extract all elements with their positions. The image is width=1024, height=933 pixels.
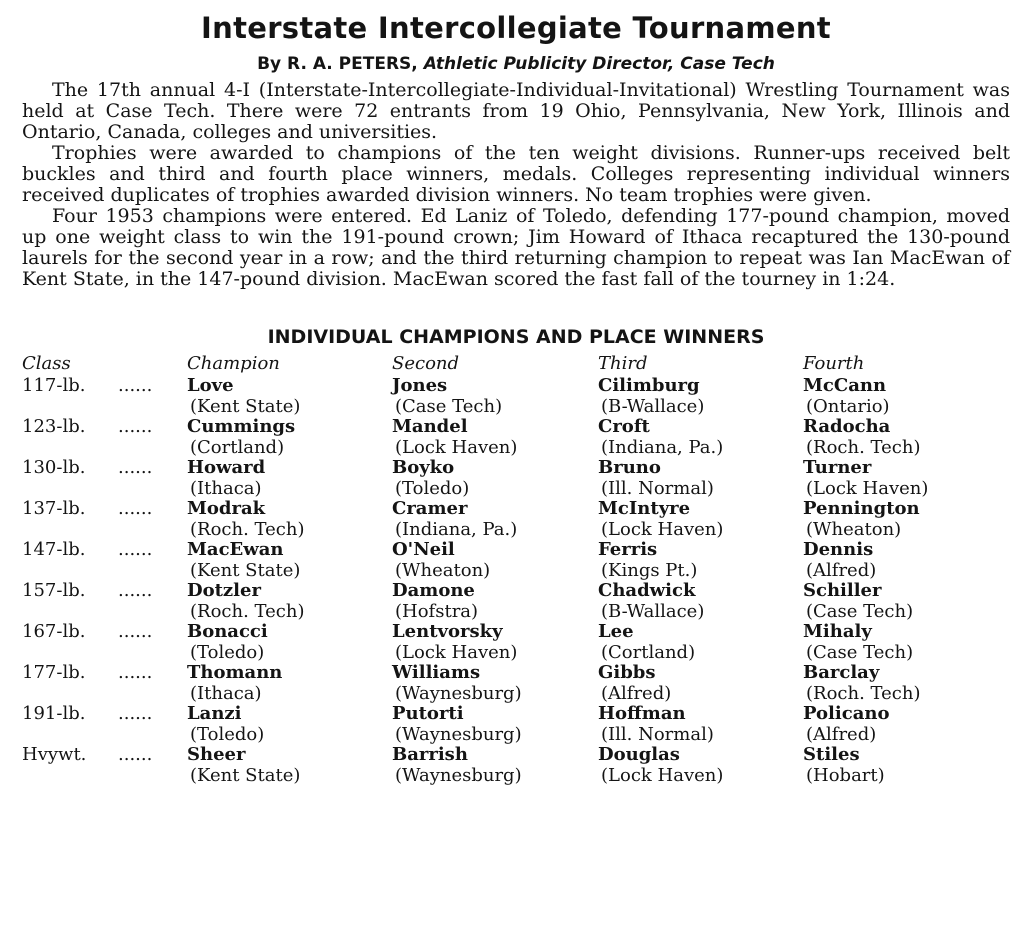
champion-name: Love bbox=[187, 375, 234, 396]
third-name: Ferris bbox=[598, 539, 658, 560]
weight-class: 137-lb. bbox=[22, 498, 86, 519]
result-row bbox=[22, 745, 1010, 766]
byline bbox=[22, 52, 1010, 76]
third-school: (B-Wallace) bbox=[601, 395, 705, 417]
fourth-name: Policano bbox=[803, 703, 890, 724]
fourth-name: Dennis bbox=[803, 539, 874, 560]
third-name: Lee bbox=[598, 621, 634, 642]
result-school-row bbox=[22, 397, 1010, 418]
third-name: Chadwick bbox=[598, 580, 696, 601]
third-school: (Ill. Normal) bbox=[601, 477, 714, 499]
fourth-school: (Roch. Tech) bbox=[806, 682, 921, 704]
leader-dots: ...... bbox=[118, 744, 153, 765]
champion-school: (Roch. Tech) bbox=[190, 518, 305, 540]
champion-name: Thomann bbox=[187, 662, 283, 683]
col-header-champion: Champion bbox=[187, 353, 280, 374]
champion-school: (Ithaca) bbox=[190, 682, 262, 704]
article bbox=[22, 10, 1010, 786]
second-school: (Case Tech) bbox=[395, 395, 503, 417]
byline-author: By R. A. PETERS, bbox=[257, 54, 424, 74]
fourth-school: (Alfred) bbox=[806, 559, 877, 581]
champion-name: Bonacci bbox=[187, 621, 268, 642]
result-row bbox=[22, 499, 1010, 520]
result-school-row bbox=[22, 643, 1010, 664]
result-row bbox=[22, 581, 1010, 602]
second-school: (Hofstra) bbox=[395, 600, 479, 622]
second-school: (Waynesburg) bbox=[395, 723, 522, 745]
second-name: Damone bbox=[392, 580, 475, 601]
fourth-name: Pennington bbox=[803, 498, 920, 519]
fourth-school: (Lock Haven) bbox=[806, 477, 929, 499]
third-school: (Alfred) bbox=[601, 682, 672, 704]
third-school: (Lock Haven) bbox=[601, 764, 724, 786]
col-header-class: Class bbox=[22, 353, 71, 374]
third-name: Hoffman bbox=[598, 703, 686, 724]
result-row bbox=[22, 622, 1010, 643]
paragraph-2: Trophies were awarded to champions of the ten weight divisions. Runner-ups received belt buckles and third and fourth place winners, medals. Colleges representing individual winners received duplicates of trophies awarded division winners. No team trophies were given. bbox=[22, 142, 1010, 206]
fourth-school: (Case Tech) bbox=[806, 600, 914, 622]
leader-dots: ...... bbox=[118, 498, 153, 519]
fourth-school: (Ontario) bbox=[806, 395, 890, 417]
weight-class: 147-lb. bbox=[22, 539, 86, 560]
second-name: Barrish bbox=[392, 744, 468, 765]
col-header-fourth: Fourth bbox=[803, 353, 865, 374]
champion-name: Modrak bbox=[187, 498, 266, 519]
result-school-row bbox=[22, 725, 1010, 746]
fourth-school: (Hobart) bbox=[806, 764, 885, 786]
champion-school: (Roch. Tech) bbox=[190, 600, 305, 622]
leader-dots: ...... bbox=[118, 662, 153, 683]
champion-name: Cummings bbox=[187, 416, 296, 437]
champion-name: Dotzler bbox=[187, 580, 261, 601]
third-name: Douglas bbox=[598, 744, 680, 765]
champion-name: MacEwan bbox=[187, 539, 284, 560]
result-row bbox=[22, 376, 1010, 397]
paragraph-3: Four 1953 champions were entered. Ed Laniz of Toledo, defending 177-pound champion, moved up one weight class to win the 191-pound crown; Jim Howard of Ithaca recaptured the 130-pound laurels for the second year in a row; and the third returning champion to repeat was Ian MacEwan of Kent State, in the 147-pound division. MacEwan scored the fast fall of the tourney in 1:24. bbox=[22, 205, 1010, 290]
result-row bbox=[22, 540, 1010, 561]
result-school-row bbox=[22, 684, 1010, 705]
second-name: Putorti bbox=[392, 703, 464, 724]
third-name: Croft bbox=[598, 416, 650, 437]
third-school: (Indiana, Pa.) bbox=[601, 436, 724, 458]
third-school: (Ill. Normal) bbox=[601, 723, 714, 745]
second-school: (Toledo) bbox=[395, 477, 470, 499]
second-name: Jones bbox=[392, 375, 448, 396]
result-row bbox=[22, 704, 1010, 725]
weight-class: 191-lb. bbox=[22, 703, 86, 724]
result-school-row bbox=[22, 561, 1010, 582]
result-school-row bbox=[22, 479, 1010, 500]
fourth-name: Barclay bbox=[803, 662, 880, 683]
second-name: Boyko bbox=[392, 457, 455, 478]
leader-dots: ...... bbox=[118, 539, 153, 560]
champion-school: (Kent State) bbox=[190, 764, 301, 786]
fourth-school: (Roch. Tech) bbox=[806, 436, 921, 458]
weight-class: 123-lb. bbox=[22, 416, 86, 437]
fourth-school: (Case Tech) bbox=[806, 641, 914, 663]
result-row bbox=[22, 663, 1010, 684]
second-name: Cramer bbox=[392, 498, 468, 519]
paragraph-1: The 17th annual 4-I (Interstate-Intercollegiate-Individual-Invitational) Wrestling Tournament was held at Case Tech. There were 72 entrants from 19 Ohio, Pennsylvania, New York, Illinois and Ontario, Canada, colleges and universities. bbox=[22, 79, 1010, 143]
result-school-row bbox=[22, 438, 1010, 459]
champion-school: (Kent State) bbox=[190, 395, 301, 417]
leader-dots: ...... bbox=[118, 416, 153, 437]
champion-school: (Cortland) bbox=[190, 436, 285, 458]
results-table bbox=[22, 352, 1010, 786]
champion-name: Lanzi bbox=[187, 703, 242, 724]
third-name: Gibbs bbox=[598, 662, 656, 683]
fourth-name: Turner bbox=[803, 457, 872, 478]
second-name: Williams bbox=[392, 662, 481, 683]
col-header-third: Third bbox=[598, 353, 648, 374]
results-body bbox=[22, 376, 1010, 786]
result-row bbox=[22, 417, 1010, 438]
col-header-second: Second bbox=[392, 353, 460, 374]
third-name: Cilimburg bbox=[598, 375, 700, 396]
weight-class: 167-lb. bbox=[22, 621, 86, 642]
third-name: Bruno bbox=[598, 457, 661, 478]
result-school-row bbox=[22, 520, 1010, 541]
byline-role: Athletic Publicity Director, Case Tech bbox=[423, 54, 775, 74]
fourth-name: Radocha bbox=[803, 416, 891, 437]
leader-dots: ...... bbox=[118, 375, 153, 396]
champion-school: (Toledo) bbox=[190, 641, 265, 663]
third-school: (Cortland) bbox=[601, 641, 696, 663]
weight-class: 157-lb. bbox=[22, 580, 86, 601]
leader-dots: ...... bbox=[118, 580, 153, 601]
second-school: (Waynesburg) bbox=[395, 764, 522, 786]
third-school: (Kings Pt.) bbox=[601, 559, 698, 581]
champion-school: (Kent State) bbox=[190, 559, 301, 581]
champion-school: (Ithaca) bbox=[190, 477, 262, 499]
leader-dots: ...... bbox=[118, 703, 153, 724]
weight-class: 117-lb. bbox=[22, 375, 86, 396]
results-heading: INDIVIDUAL CHAMPIONS AND PLACE WINNERS bbox=[267, 326, 765, 348]
second-school: (Wheaton) bbox=[395, 559, 491, 581]
result-school-row bbox=[22, 766, 1010, 787]
fourth-name: Stiles bbox=[803, 744, 860, 765]
second-school: (Waynesburg) bbox=[395, 682, 522, 704]
third-name: McIntyre bbox=[598, 498, 691, 519]
champion-school: (Toledo) bbox=[190, 723, 265, 745]
fourth-school: (Alfred) bbox=[806, 723, 877, 745]
result-school-row bbox=[22, 602, 1010, 623]
second-school: (Indiana, Pa.) bbox=[395, 518, 518, 540]
second-school: (Lock Haven) bbox=[395, 436, 518, 458]
champion-name: Sheer bbox=[187, 744, 246, 765]
leader-dots: ...... bbox=[118, 457, 153, 478]
third-school: (Lock Haven) bbox=[601, 518, 724, 540]
fourth-name: Schiller bbox=[803, 580, 882, 601]
fourth-name: Mihaly bbox=[803, 621, 872, 642]
second-name: Lentvorsky bbox=[392, 621, 503, 642]
weight-class: 177-lb. bbox=[22, 662, 86, 683]
weight-class: 130-lb. bbox=[22, 457, 86, 478]
fourth-name: McCann bbox=[803, 375, 887, 396]
champion-name: Howard bbox=[187, 457, 266, 478]
results-header-row bbox=[22, 352, 1010, 376]
third-school: (B-Wallace) bbox=[601, 600, 705, 622]
second-name: Mandel bbox=[392, 416, 468, 437]
second-school: (Lock Haven) bbox=[395, 641, 518, 663]
second-name: O'Neil bbox=[392, 539, 455, 560]
fourth-school: (Wheaton) bbox=[806, 518, 902, 540]
result-row bbox=[22, 458, 1010, 479]
leader-dots: ...... bbox=[118, 621, 153, 642]
weight-class: Hvywt. bbox=[22, 744, 87, 765]
article-title: Interstate Intercollegiate Tournament bbox=[201, 11, 831, 45]
